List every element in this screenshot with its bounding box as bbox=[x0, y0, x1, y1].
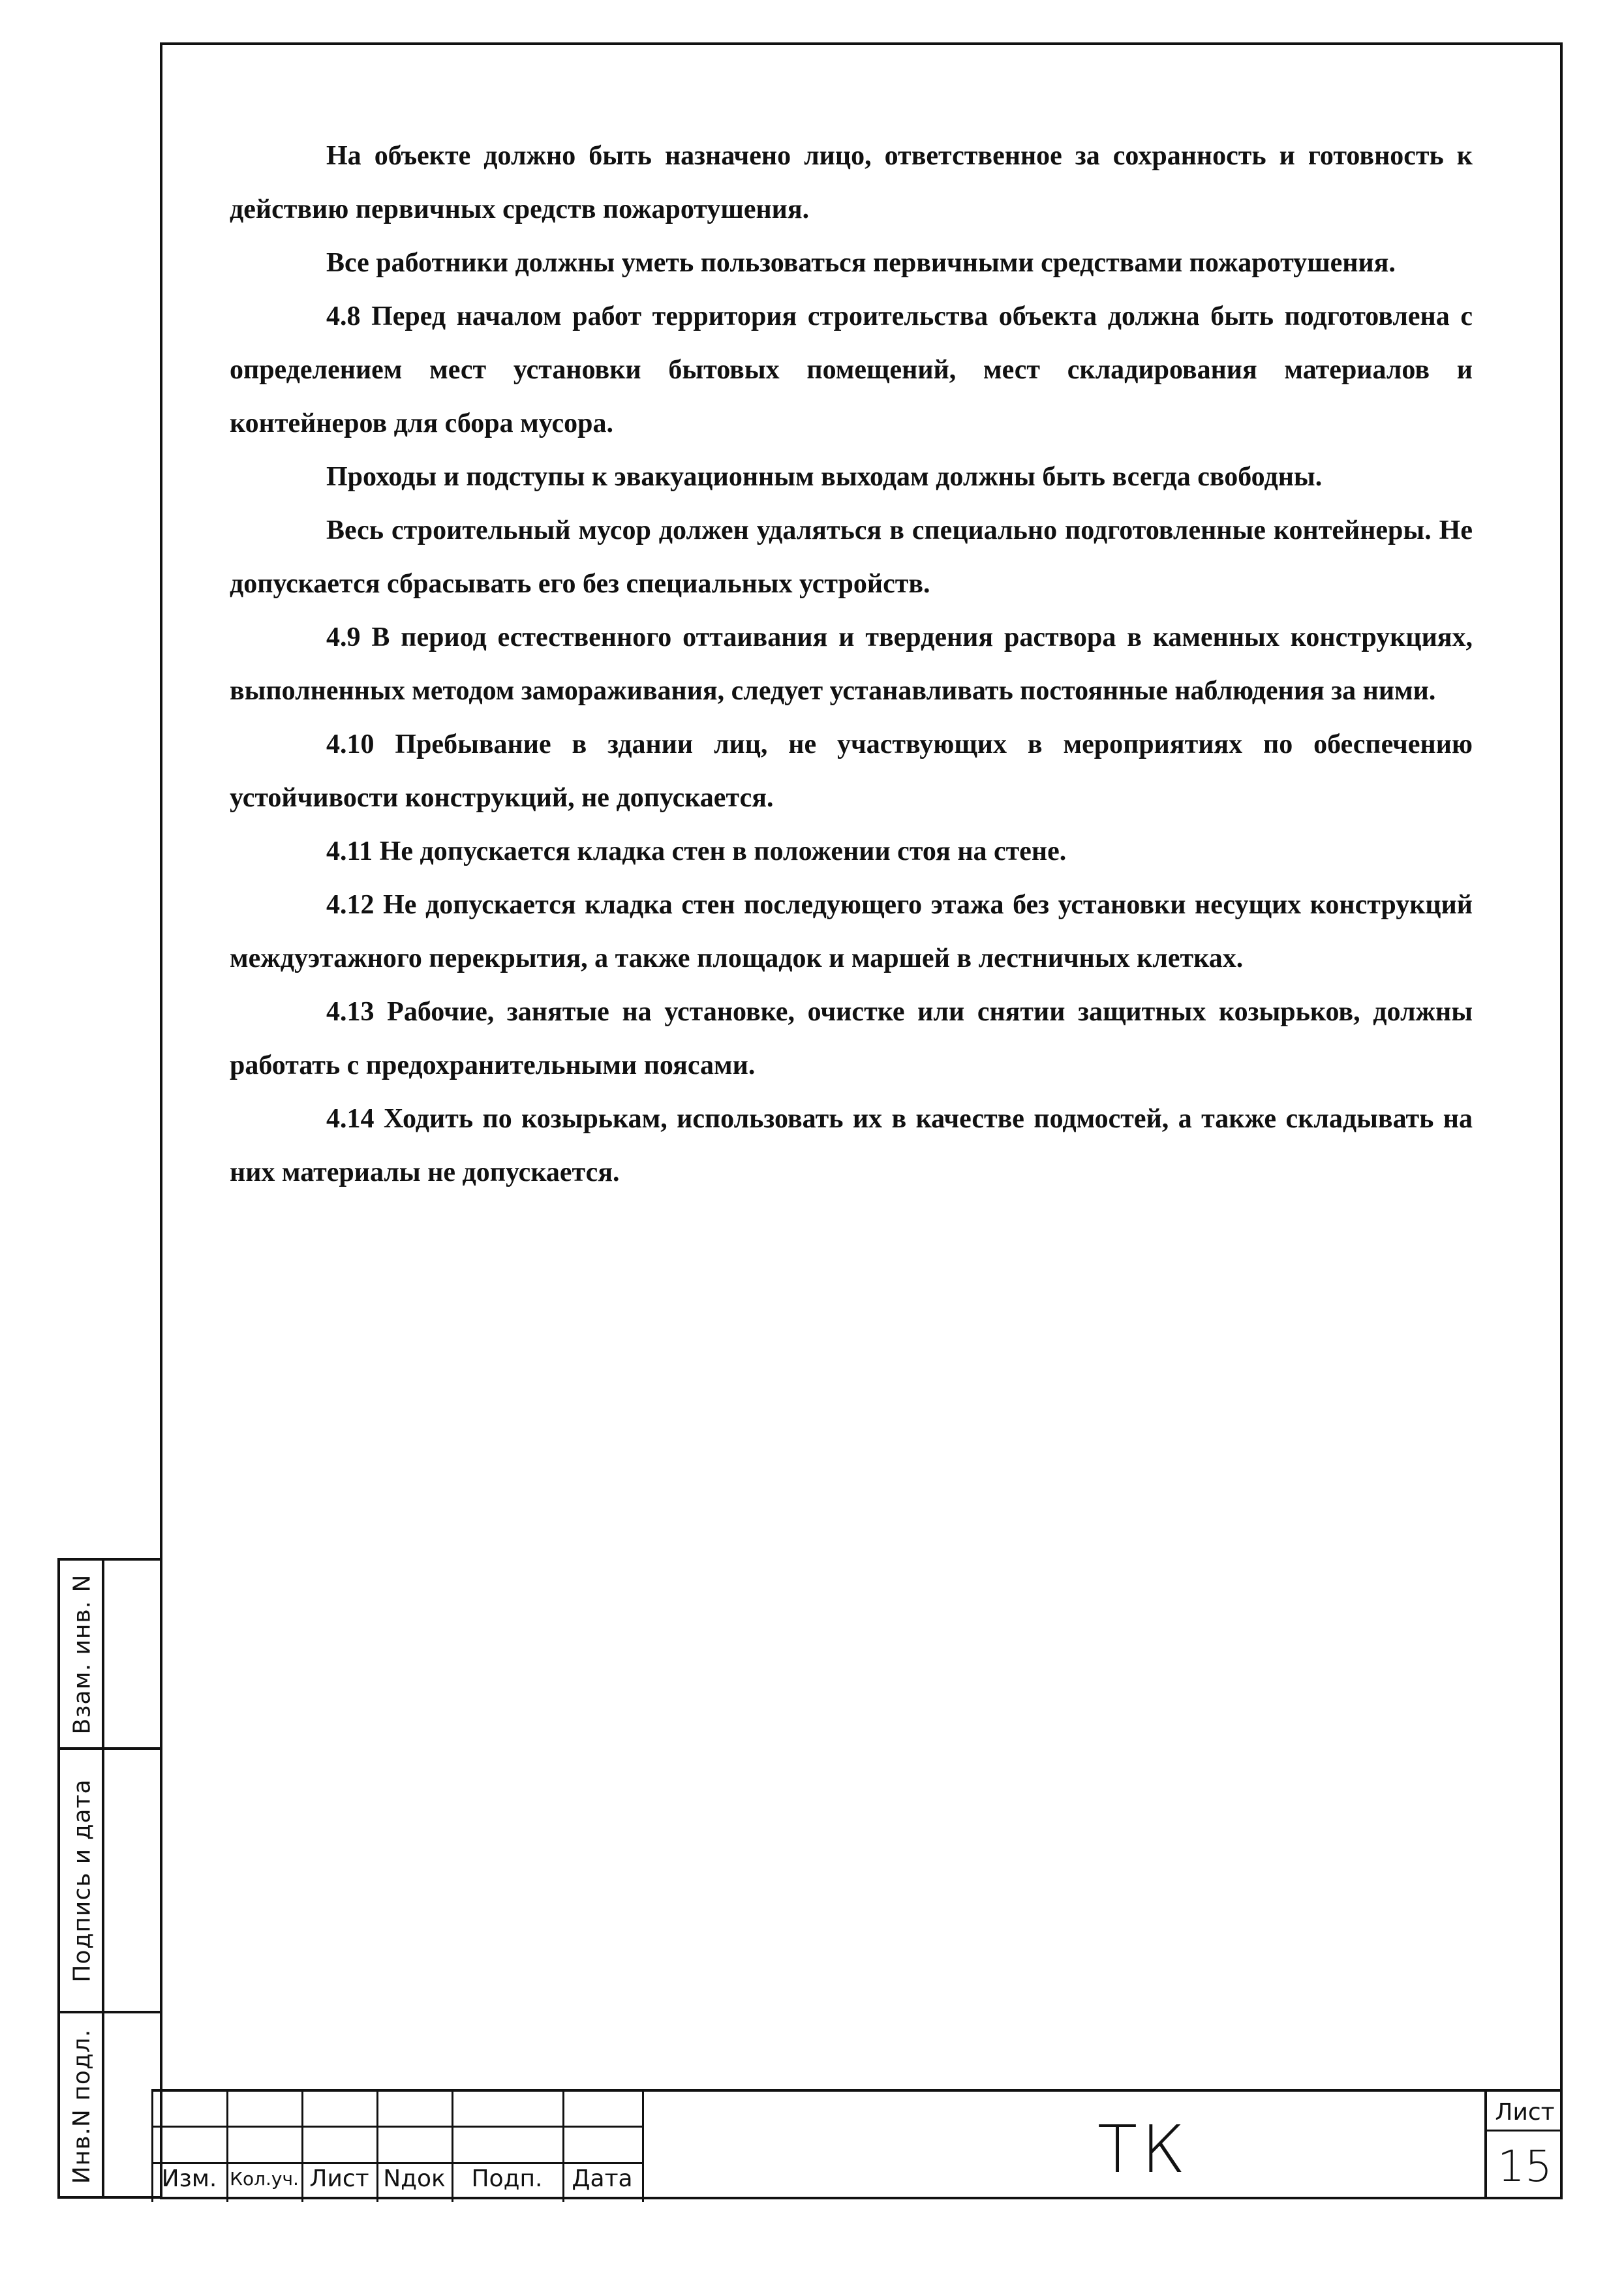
column-podp: Подп. bbox=[471, 2165, 543, 2192]
document-code: ТК bbox=[1097, 2111, 1189, 2188]
side-cell-inv-podl bbox=[60, 2013, 160, 2199]
side-cell-podpis-data bbox=[60, 1750, 160, 2013]
side-stamp bbox=[57, 1558, 160, 2199]
sheet-number: 15 bbox=[1497, 2141, 1552, 2192]
column-kol-uch: Кол.уч. bbox=[230, 2167, 299, 2190]
paragraph: 4.14 Ходить по козырькам, использовать их в качестве подмостей, а также складывать на них материалы не допускается. bbox=[230, 1104, 1473, 1187]
side-label-inv-podl: Инв.N подл. bbox=[69, 2028, 96, 2184]
side-cell-vzam-inv bbox=[60, 1561, 160, 1750]
sheet-box bbox=[1484, 2092, 1563, 2199]
paragraph: Проходы и подступы к эвакуационным выходам должны быть всегда свободны. bbox=[326, 462, 1323, 492]
paragraph: Весь строительный мусор должен удаляться в специально подготовленные контейнеры. Не допускается сбрасывать его без специальных устройств. bbox=[230, 515, 1473, 599]
column-data: Дата bbox=[572, 2165, 633, 2192]
column-ndok: Nдок bbox=[383, 2165, 446, 2192]
side-label-podpis-data: Подпись и дата bbox=[69, 1778, 96, 1983]
column-list: Лист bbox=[309, 2165, 369, 2192]
column-izm: Изм. bbox=[161, 2165, 217, 2192]
side-label-vzam-inv: Взам. инв. N bbox=[69, 1574, 96, 1734]
paragraph: 4.13 Рабочие, занятые на установке, очистке или снятии защитных козырьков, должны работать с предохранительными поясами. bbox=[230, 997, 1473, 1080]
paragraph: 4.9 В период естественного оттаивания и твердения раствора в каменных конструкциях, выполненных методом замораживания, следует устанавливать постоянные наблюдения за ними. bbox=[230, 622, 1473, 706]
paragraph: 4.10 Пребывание в здании лиц, не участвующих в мероприятиях по обеспечению устойчивости конструкций, не допускается. bbox=[230, 729, 1473, 813]
paragraph: 4.12 Не допускается кладка стен последующего этажа без установки несущих конструкций междуэтажного перекрытия, а также площадок и маршей в лестничных клетках. bbox=[230, 890, 1473, 973]
document-body bbox=[230, 129, 1473, 1199]
paragraph: 4.8 Перед началом работ территория строительства объекта должна быть подготовлена с определением мест установки бытовых помещений, мест складирования материалов и контейнеров для сбора мусора. bbox=[230, 301, 1473, 438]
paragraph: На объекте должно быть назначено лицо, ответственное за сохранность и готовность к действию первичных средств пожаротушения. bbox=[230, 141, 1473, 224]
title-block bbox=[151, 2089, 1563, 2199]
paragraph: Все работники должны уметь пользоваться первичными средствами пожаротушения. bbox=[326, 248, 1396, 278]
sheet-label: Лист bbox=[1487, 2094, 1563, 2132]
paragraph: 4.11 Не допускается кладка стен в положении стоя на стене. bbox=[326, 836, 1067, 866]
